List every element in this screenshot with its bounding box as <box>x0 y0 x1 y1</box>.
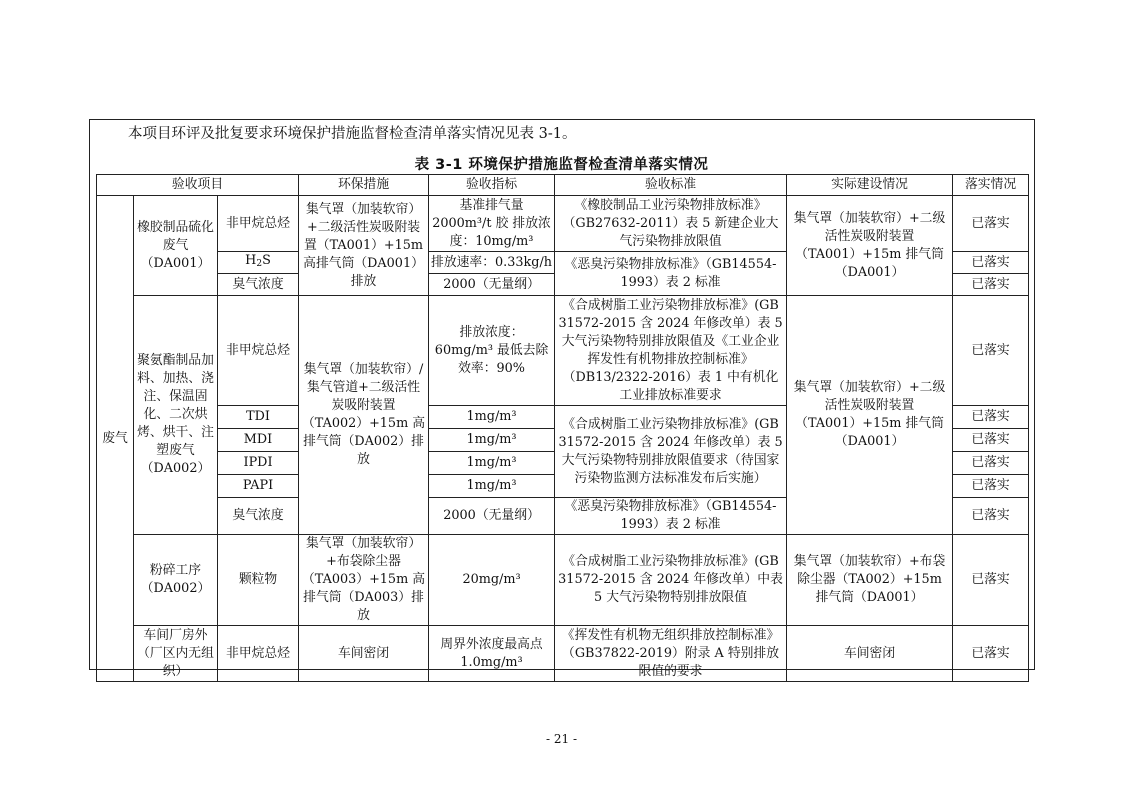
table-row <box>97 626 1029 682</box>
standard-cell: 《恶臭污染物排放标准》（GB14554-1993）表 2 标准 <box>555 498 787 535</box>
actual-cell: 集气罩（加装软帘）+二级活性炭吸附装置（TA001）+15m 排气筒（DA001） <box>787 296 953 535</box>
status-cell: 已落实 <box>953 626 1029 682</box>
measure-cell: 集气罩（加装软帘）+二级活性炭吸附装置（TA001）+15m 高排气筒（DA001）排放 <box>299 196 429 296</box>
index-cell: 2000（无量纲） <box>429 274 555 296</box>
index-cell: 1mg/m³ <box>429 475 555 498</box>
page-number: - 21 - <box>545 732 577 746</box>
header-index: 验收指标 <box>429 175 555 196</box>
category-cell: 废气 <box>97 196 134 682</box>
source-cell: 粉碎工序（DA002） <box>134 535 218 626</box>
status-cell: 已落实 <box>953 452 1029 475</box>
status-cell: 已落实 <box>953 429 1029 452</box>
pollutant-text: H <box>245 253 257 268</box>
status-cell: 已落实 <box>953 274 1029 296</box>
pollutant-cell: 臭气浓度 <box>218 274 299 296</box>
standard-cell: 《合成树脂工业污染物排放标准》(GB 31572-2015 含 2024 年修改单）表 5 大气污染物特别排放限值及《工业企业挥发性有机物排放控制标准》（DB13/2322-2016）表 1 中有机化工业排放标准要求 <box>555 296 787 406</box>
pollutant-cell: IPDI <box>218 452 299 475</box>
status-cell: 已落实 <box>953 498 1029 535</box>
status-cell: 已落实 <box>953 406 1029 429</box>
header-measure: 环保措施 <box>299 175 429 196</box>
pollutant-text-tail: S <box>262 253 271 268</box>
pollutant-cell: PAPI <box>218 475 299 498</box>
header-item: 验收项目 <box>97 175 299 196</box>
index-cell: 基准排气量 2000m³/t 胶 排放浓度：10mg/m³ <box>429 196 555 252</box>
source-cell: 橡胶制品硫化废气（DA001） <box>134 196 218 296</box>
standard-cell: 《合成树脂工业污染物排放标准》(GB 31572-2015 含 2024 年修改单）中表 5 大气污染物特别排放限值 <box>555 535 787 626</box>
status-cell: 已落实 <box>953 252 1029 274</box>
status-cell: 已落实 <box>953 475 1029 498</box>
header-row <box>97 175 1029 196</box>
standard-cell: 《合成树脂工业污染物排放标准》(GB 31572-2015 含 2024 年修改单）表 5 大气污染物特别排放限值要求（待国家污染物监测方法标准发布后实施） <box>555 406 787 498</box>
pollutant-cell: 非甲烷总烃 <box>218 196 299 252</box>
header-standard: 验收标准 <box>555 175 787 196</box>
header-actual: 实际建设情况 <box>787 175 953 196</box>
source-cell: 聚氨酯制品加料、加热、浇注、保温固化、二次烘烤、烘干、注塑废气（DA002） <box>134 296 218 535</box>
status-cell: 已落实 <box>953 196 1029 252</box>
pollutant-subscript: 2 <box>256 259 263 269</box>
pollutant-cell: 非甲烷总烃 <box>218 626 299 682</box>
standard-cell: 《橡胶制品工业污染物排放标准》（GB27632-2011）表 5 新建企业大气污染物排放限值 <box>555 196 787 252</box>
measure-cell: 车间密闭 <box>299 626 429 682</box>
index-cell: 1mg/m³ <box>429 429 555 452</box>
actual-cell: 集气罩（加装软帘）+二级活性炭吸附装置（TA001）+15m 排气筒（DA001） <box>787 196 953 296</box>
intro-text: 本项目环评及批复要求环境保护措施监督检查清单落实情况见表 3-1。 <box>128 126 577 142</box>
index-cell: 1mg/m³ <box>429 406 555 429</box>
header-status: 落实情况 <box>953 175 1029 196</box>
actual-cell: 集气罩（加装软帘）+布袋除尘器（TA002）+15m 排气筒（DA001） <box>787 535 953 626</box>
pollutant-cell: 非甲烷总烃 <box>218 296 299 406</box>
table-row <box>97 196 1029 252</box>
index-cell: 20mg/m³ <box>429 535 555 626</box>
table-row <box>97 296 1029 406</box>
index-cell: 排放速率：0.33kg/h <box>429 252 555 274</box>
index-cell: 2000（无量纲） <box>429 498 555 535</box>
pollutant-cell: 臭气浓度 <box>218 498 299 535</box>
index-cell: 1mg/m³ <box>429 452 555 475</box>
table-row <box>97 535 1029 626</box>
actual-cell: 车间密闭 <box>787 626 953 682</box>
measure-cell: 集气罩（加装软帘）+布袋除尘器（TA003）+15m 高排气筒（DA003）排放 <box>299 535 429 626</box>
index-cell: 周界外浓度最高点 1.0mg/m³ <box>429 626 555 682</box>
source-cell: 车间厂房外（厂区内无组织） <box>134 626 218 682</box>
pollutant-cell: TDI <box>218 406 299 429</box>
index-cell: 排放浓度：60mg/m³ 最低去除效率：90% <box>429 296 555 406</box>
status-cell: 已落实 <box>953 296 1029 406</box>
standard-cell: 《挥发性有机物无组织排放控制标准》（GB37822-2019）附录 A 特别排放限值的要求 <box>555 626 787 682</box>
table-caption: 表 3-1 环境保护措施监督检查清单落实情况 <box>414 157 709 173</box>
measure-cell: 集气罩（加装软帘）/集气管道+二级活性炭吸附装置（TA002）+15m 高排气筒（DA002）排放 <box>299 296 429 535</box>
pollutant-cell: MDI <box>218 429 299 452</box>
inspection-table <box>96 174 1029 682</box>
status-cell: 已落实 <box>953 535 1029 626</box>
pollutant-cell <box>218 252 299 274</box>
standard-cell: 《恶臭污染物排放标准》（GB14554-1993）表 2 标准 <box>555 252 787 296</box>
pollutant-cell: 颗粒物 <box>218 535 299 626</box>
